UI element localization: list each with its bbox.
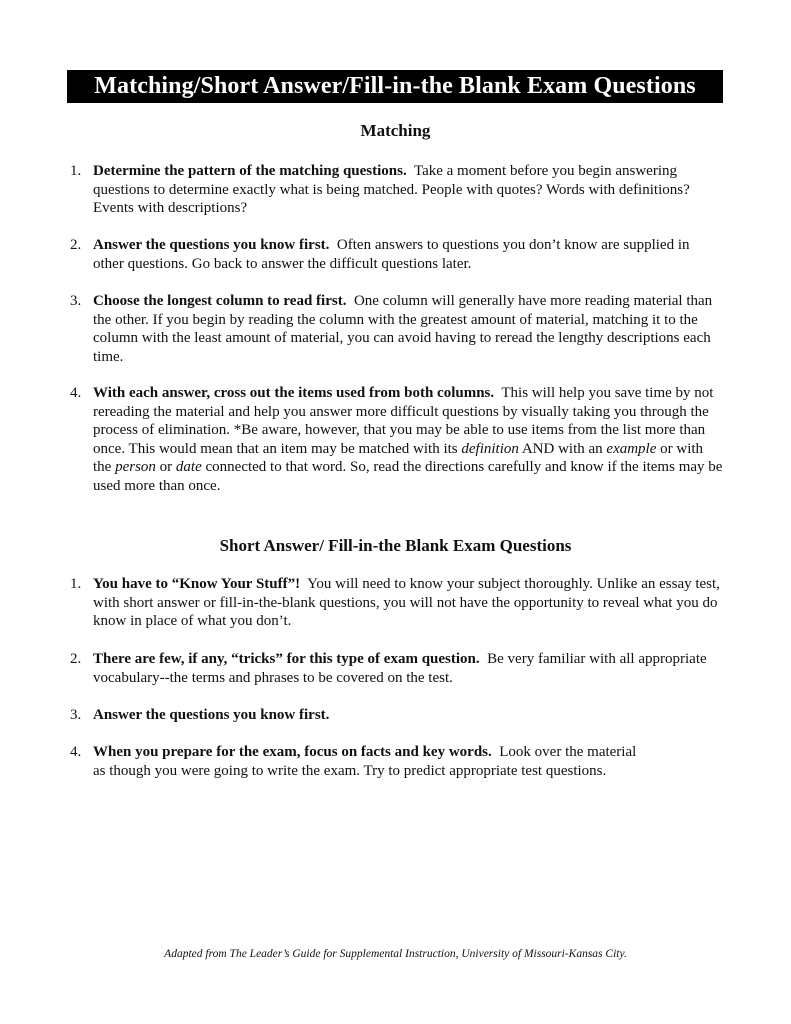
item-text bbox=[93, 384, 723, 495]
item-text bbox=[93, 575, 723, 631]
item-lead: With each answer, cross out the items used from both columns. bbox=[93, 385, 495, 401]
item-number: 3. bbox=[70, 707, 82, 723]
item-number: 2. bbox=[70, 651, 82, 667]
item-lead: There are few, if any, “tricks” for this type of exam question. bbox=[93, 651, 480, 667]
item-body: Often answers to questions you don’t know are supplied in other questions. Go back to answer the difficult questions later. bbox=[93, 237, 690, 272]
item-text bbox=[93, 650, 723, 687]
item-lead: You have to “Know Your Stuff”! bbox=[93, 576, 301, 592]
item-number: 1. bbox=[70, 576, 82, 592]
item-number: 1. bbox=[70, 163, 82, 179]
item-emphasis: definition bbox=[461, 440, 519, 457]
item-body: Look over the material as though you were going to write the exam. Try to predict appropriate test questions. bbox=[93, 744, 637, 779]
item-lead: Determine the pattern of the matching questions. bbox=[93, 163, 407, 179]
item-body: Take a moment before you begin answering questions to determine exactly what is being matched. People with quotes? Words with definitions? Events with descriptions? bbox=[93, 163, 690, 216]
item-number: 4. bbox=[70, 744, 82, 760]
item-body-part: connected to that word. So, read the directions carefully and know if the items may be used more than once. bbox=[93, 459, 723, 494]
item-text bbox=[93, 162, 723, 218]
item-emphasis: person bbox=[115, 459, 156, 475]
item-number: 4. bbox=[70, 385, 82, 401]
item-text bbox=[93, 292, 723, 366]
item-text bbox=[93, 236, 723, 273]
item-lead: Choose the longest column to read first. bbox=[93, 293, 347, 309]
item-body-part: This will help you save time by not rereading the material and help you answer more difficult questions by visually taking you through the process of elimination. *Be aware, however, that you may be able to use items from the list more than once. This would mean that an item may be matched with its bbox=[93, 385, 714, 457]
item-number: 2. bbox=[70, 237, 82, 253]
item-body-part: or bbox=[159, 459, 173, 475]
page-title: Matching/Short Answer/Fill-in-the Blank Exam Questions bbox=[67, 70, 723, 103]
item-text bbox=[93, 743, 643, 780]
section-heading-matching: Matching bbox=[360, 121, 431, 140]
item-body: Be very familiar with all appropriate vocabulary--the terms and phrases to be covered on the test. bbox=[93, 651, 707, 686]
item-body: You will need to know your subject thoroughly. Unlike an essay test, with short answer or fill-in-the-blank questions, you will not have the opportunity to reveal what you do know in place of what you don’t. bbox=[93, 576, 720, 629]
item-body-part: AND with an bbox=[521, 440, 603, 457]
item-lead: Answer the questions you know first. bbox=[93, 707, 330, 723]
item-lead: When you prepare for the exam, focus on facts and key words. bbox=[93, 744, 492, 760]
item-number: 3. bbox=[70, 293, 82, 309]
item-emphasis: date bbox=[175, 459, 202, 475]
section-heading-short-answer: Short Answer/ Fill-in-the Blank Exam Questions bbox=[219, 536, 572, 555]
item-body-part: or with the bbox=[93, 440, 704, 475]
item-text bbox=[93, 706, 723, 725]
footer-citation: Adapted from The Leader’s Guide for Supplemental Instruction, University of Missouri-Kansas City. bbox=[164, 948, 627, 960]
item-body: One column will generally have more reading material than the other. If you begin by reading the column with the greatest amount of material, matching it to the column with the least amount of material, you can avoid having to reread the lengthy descriptions each time. bbox=[93, 293, 713, 365]
item-emphasis: example bbox=[606, 440, 657, 457]
item-lead: Answer the questions you know first. bbox=[93, 237, 330, 253]
